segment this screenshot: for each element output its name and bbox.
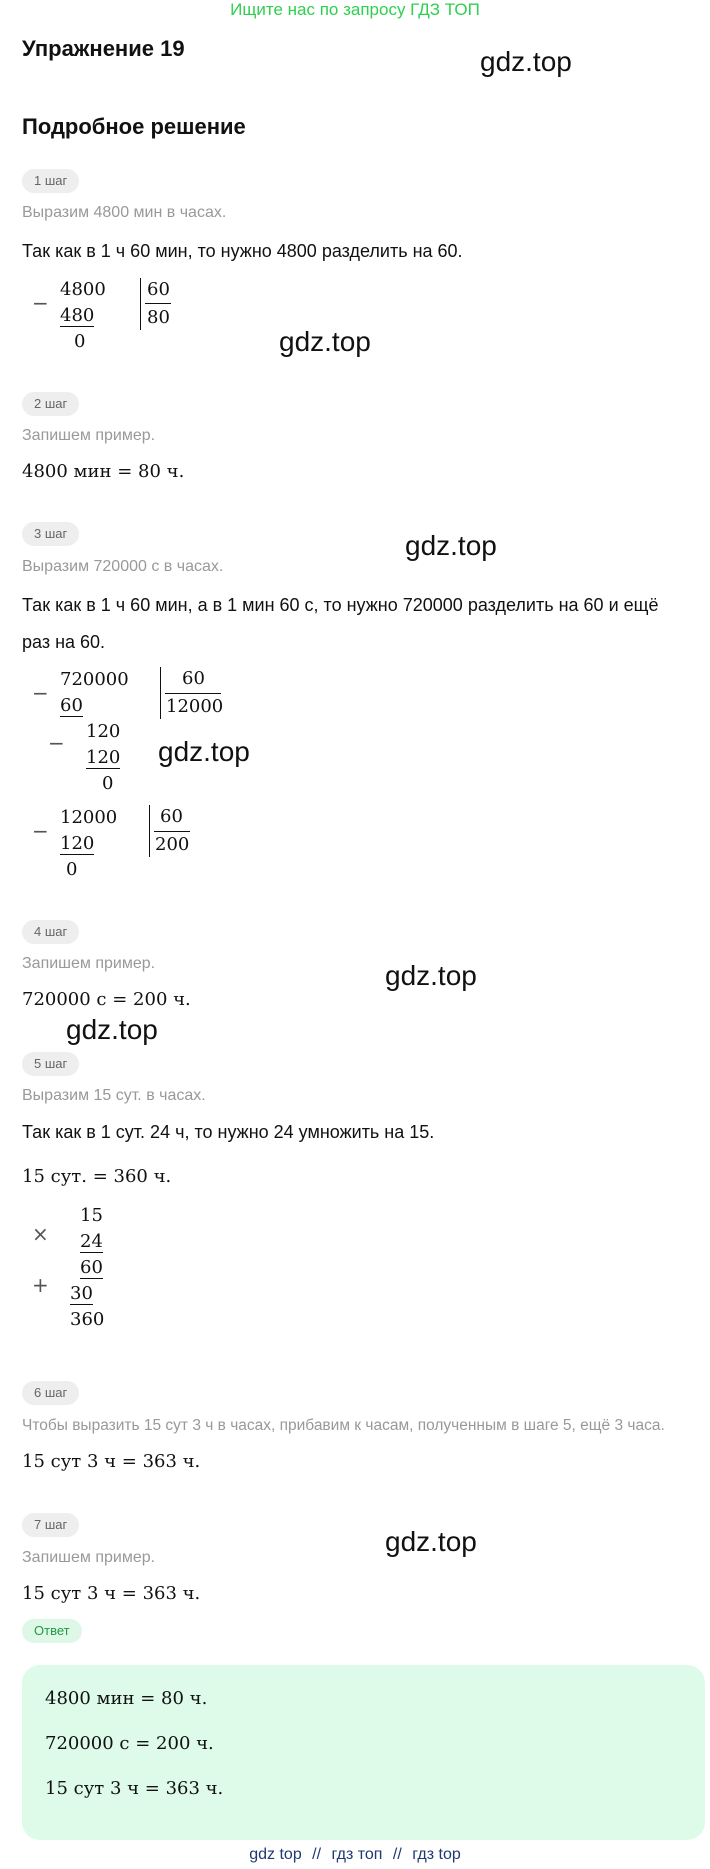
watermark: gdz.top bbox=[279, 326, 371, 357]
step-hint: Выразим 15 сут. в часах. bbox=[22, 1087, 206, 1104]
quotient-line bbox=[154, 831, 190, 832]
watermark: gdz.top bbox=[480, 46, 572, 77]
quotient: 200 bbox=[155, 834, 190, 855]
step-badge: 6 шаг bbox=[22, 1381, 79, 1405]
step-text: 15 сут 3 ч = 363 ч. bbox=[22, 1583, 201, 1604]
promo-banner[interactable]: Ищите нас по запросу ГДЗ ТОП bbox=[230, 0, 480, 19]
step-text: Так как в 1 ч 60 мин, то нужно 4800 разделить на 60. bbox=[22, 241, 463, 261]
step-hint: Запишем пример. bbox=[22, 955, 156, 972]
step-hint: Выразим 720000 с в часах. bbox=[22, 558, 224, 575]
partial-dividend: 120 bbox=[86, 721, 121, 742]
answer-line: 15 сут 3 ч = 363 ч. bbox=[45, 1778, 224, 1799]
step-badge: 4 шаг bbox=[22, 920, 79, 944]
step-text: 15 сут 3 ч = 363 ч. bbox=[22, 1451, 201, 1472]
remainder: 0 bbox=[74, 331, 86, 352]
factor: 15 bbox=[80, 1205, 103, 1226]
step-hint: Запишем пример. bbox=[22, 1549, 156, 1566]
step-text: 720000 с = 200 ч. bbox=[22, 989, 191, 1010]
answer-line: 720000 с = 200 ч. bbox=[45, 1733, 214, 1754]
times-sign: × bbox=[32, 1222, 49, 1246]
subtrahend: 480 bbox=[60, 305, 95, 326]
step-text: 4800 мин = 80 ч. bbox=[22, 461, 185, 482]
watermark: gdz.top bbox=[385, 1526, 477, 1557]
answer-badge: Ответ bbox=[22, 1619, 82, 1643]
step-badge: 5 шаг bbox=[22, 1052, 79, 1076]
watermark: gdz.top bbox=[66, 1014, 158, 1045]
footer-separator: // bbox=[392, 1846, 402, 1863]
step-hint: Чтобы выразить 15 сут 3 ч в часах, прибавим к часам, полученным в шаге 5, ещё 3 часа. bbox=[22, 1417, 665, 1434]
subtrahend: 60 bbox=[60, 695, 83, 716]
footer-link[interactable]: gdz top bbox=[249, 1846, 302, 1863]
divisor: 60 bbox=[182, 668, 205, 689]
plus-sign: + bbox=[32, 1273, 49, 1297]
footer-links bbox=[0, 1846, 710, 1864]
factor: 24 bbox=[80, 1231, 103, 1252]
quotient-line bbox=[165, 693, 221, 694]
dividend: 4800 bbox=[60, 279, 106, 300]
minus-sign: − bbox=[32, 291, 49, 315]
footer-separator: // bbox=[312, 1846, 322, 1863]
subtrahend: 120 bbox=[60, 833, 95, 854]
dividend: 720000 bbox=[60, 669, 129, 690]
minus-sign: − bbox=[48, 731, 65, 755]
footer-link[interactable]: гдз top bbox=[412, 1846, 461, 1863]
quotient: 12000 bbox=[166, 696, 224, 717]
minus-sign: − bbox=[32, 681, 49, 705]
subtrahend: 120 bbox=[86, 747, 121, 768]
solution-heading: Подробное решение bbox=[22, 114, 246, 139]
step-text: Так как в 1 сут. 24 ч, то нужно 24 умножить на 15. bbox=[22, 1122, 435, 1142]
watermark: gdz.top bbox=[158, 736, 250, 767]
division-bar bbox=[149, 805, 150, 857]
exercise-title: Упражнение 19 bbox=[22, 36, 185, 61]
minus-sign: − bbox=[32, 819, 49, 843]
remainder: 0 bbox=[66, 859, 78, 880]
footer-link[interactable]: гдз топ bbox=[331, 1846, 383, 1863]
product: 360 bbox=[70, 1309, 105, 1330]
step-badge: 2 шаг bbox=[22, 392, 79, 416]
dividend: 12000 bbox=[60, 807, 118, 828]
step-hint: Выразим 4800 мин в часах. bbox=[22, 204, 227, 221]
quotient: 80 bbox=[147, 307, 170, 328]
division-bar bbox=[160, 667, 161, 719]
divisor: 60 bbox=[147, 279, 170, 300]
partial-product: 60 bbox=[80, 1257, 103, 1278]
step-hint: Запишем пример. bbox=[22, 427, 156, 444]
partial-product: 30 bbox=[70, 1283, 93, 1304]
step-result: 15 сут. = 360 ч. bbox=[22, 1166, 172, 1187]
answer-line: 4800 мин = 80 ч. bbox=[45, 1688, 208, 1709]
step-badge: 1 шаг bbox=[22, 169, 79, 193]
remainder: 0 bbox=[102, 773, 114, 794]
step-text: раз на 60. bbox=[22, 632, 106, 652]
division-bar bbox=[140, 278, 141, 330]
divisor: 60 bbox=[160, 806, 183, 827]
step-badge: 3 шаг bbox=[22, 522, 79, 546]
step-badge: 7 шаг bbox=[22, 1513, 79, 1537]
quotient-line bbox=[145, 303, 171, 304]
watermark: gdz.top bbox=[385, 960, 477, 991]
watermark: gdz.top bbox=[405, 530, 497, 561]
step-text: Так как в 1 ч 60 мин, а в 1 мин 60 с, то нужно 720000 разделить на 60 и ещё bbox=[22, 595, 659, 615]
